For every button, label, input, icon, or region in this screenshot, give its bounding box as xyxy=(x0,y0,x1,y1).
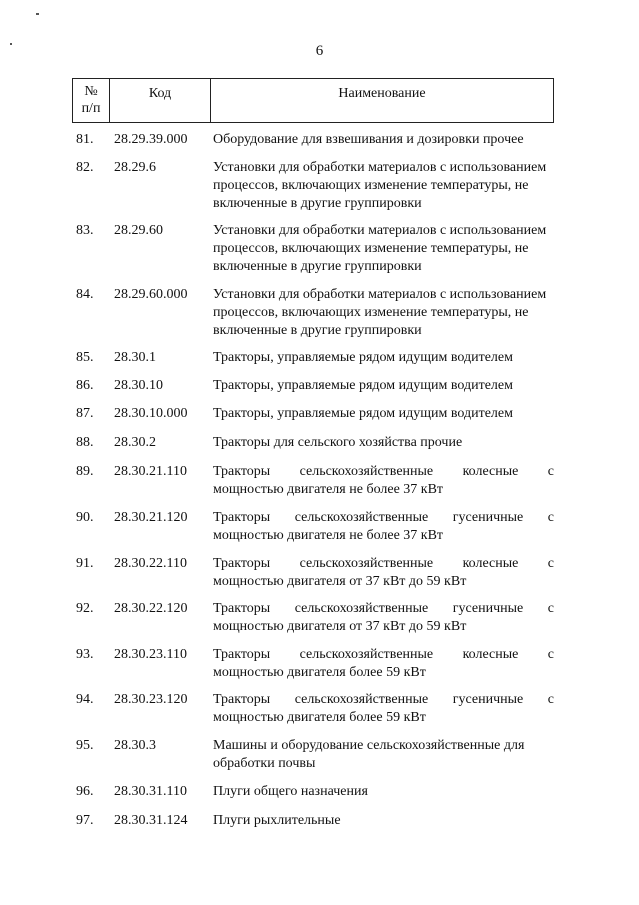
row-name-line2: мощностью двигателя не более 37 кВт xyxy=(213,482,444,497)
row-name: Тракторы, управляемые рядом идущим водителем xyxy=(213,378,513,393)
table-header xyxy=(72,78,554,123)
row-name xyxy=(213,463,554,499)
row-number: 93. xyxy=(76,647,94,662)
row-number: 83. xyxy=(76,223,94,238)
row-code: 28.30.23.120 xyxy=(114,692,188,707)
header-num xyxy=(73,79,110,122)
row-name-line2: мощностью двигателя от 37 кВт до 59 кВт xyxy=(213,619,467,634)
row-name-line2: мощностью двигателя более 59 кВт xyxy=(213,665,426,680)
row-number: 92. xyxy=(76,601,94,616)
row-name: Тракторы для сельского хозяйства прочие xyxy=(213,435,463,450)
row-code: 28.30.31.110 xyxy=(114,784,187,799)
row-number: 96. xyxy=(76,784,94,799)
row-number: 82. xyxy=(76,160,94,175)
row-name-line2: мощностью двигателя не более 37 кВт xyxy=(213,528,444,543)
row-code: 28.30.21.110 xyxy=(114,464,187,479)
row-name xyxy=(213,555,554,591)
row-number: 91. xyxy=(76,556,94,571)
row-name: Машины и оборудование сельскохозяйственные для обработки почвы xyxy=(213,738,525,771)
row-code: 28.30.22.120 xyxy=(114,601,188,616)
row-number: 97. xyxy=(76,813,94,828)
row-name-line1: Тракторы сельскохозяйственные колесные с xyxy=(213,464,554,479)
row-name xyxy=(213,509,554,545)
row-code: 28.30.1 xyxy=(114,350,156,365)
row-number: 87. xyxy=(76,406,94,421)
row-name: Тракторы, управляемые рядом идущим водителем xyxy=(213,406,513,421)
row-code: 28.30.23.110 xyxy=(114,647,187,662)
row-name: Установки для обработки материалов с использованием процессов, включающих изменение температуры, не включенные в другие группировки xyxy=(213,223,547,274)
row-name: Плуги общего назначения xyxy=(213,784,368,799)
row-name: Тракторы, управляемые рядом идущим водителем xyxy=(213,350,513,365)
row-name-line2: мощностью двигателя более 59 кВт xyxy=(213,710,426,725)
row-name-line1: Тракторы сельскохозяйственные колесные с xyxy=(213,556,554,571)
row-name xyxy=(213,646,554,682)
row-code: 28.30.22.110 xyxy=(114,556,187,571)
page-number: 6 xyxy=(315,43,324,59)
row-name: Плуги рыхлительные xyxy=(213,813,341,828)
row-name: Установки для обработки материалов с использованием процессов, включающих изменение температуры, не включенные в другие группировки xyxy=(213,160,547,211)
scan-mark xyxy=(36,13,39,15)
row-name xyxy=(213,600,554,636)
row-number: 81. xyxy=(76,132,94,147)
row-name: Установки для обработки материалов с использованием процессов, включающих изменение температуры, не включенные в другие группировки xyxy=(213,287,547,338)
header-num-line1: № xyxy=(84,84,98,99)
row-code: 28.30.31.124 xyxy=(114,813,188,828)
row-name-line1: Тракторы сельскохозяйственные гусеничные с xyxy=(213,692,554,707)
header-code: Код xyxy=(110,79,211,122)
row-number: 90. xyxy=(76,510,94,525)
row-code: 28.30.3 xyxy=(114,738,156,753)
row-code: 28.30.2 xyxy=(114,435,156,450)
header-name: Наименование xyxy=(338,86,426,101)
row-code: 28.29.60 xyxy=(114,223,163,238)
row-code: 28.29.60.000 xyxy=(114,287,188,302)
row-name-line2: мощностью двигателя от 37 кВт до 59 кВт xyxy=(213,574,467,589)
row-code: 28.29.39.000 xyxy=(114,132,188,147)
row-number: 89. xyxy=(76,464,94,479)
row-name xyxy=(213,691,554,727)
row-name-line1: Тракторы сельскохозяйственные колесные с xyxy=(213,647,554,662)
row-number: 85. xyxy=(76,350,94,365)
row-number: 94. xyxy=(76,692,94,707)
row-code: 28.29.6 xyxy=(114,160,156,175)
row-name-line1: Тракторы сельскохозяйственные гусеничные с xyxy=(213,601,554,616)
row-number: 86. xyxy=(76,378,94,393)
row-number: 88. xyxy=(76,435,94,450)
row-name-line1: Тракторы сельскохозяйственные гусеничные с xyxy=(213,510,554,525)
row-name: Оборудование для взвешивания и дозировки прочее xyxy=(213,132,524,147)
row-number: 84. xyxy=(76,287,94,302)
row-number: 95. xyxy=(76,738,94,753)
header-num-line2: п/п xyxy=(81,101,101,116)
row-code: 28.30.10 xyxy=(114,378,163,393)
row-code: 28.30.10.000 xyxy=(114,406,188,421)
row-code: 28.30.21.120 xyxy=(114,510,188,525)
